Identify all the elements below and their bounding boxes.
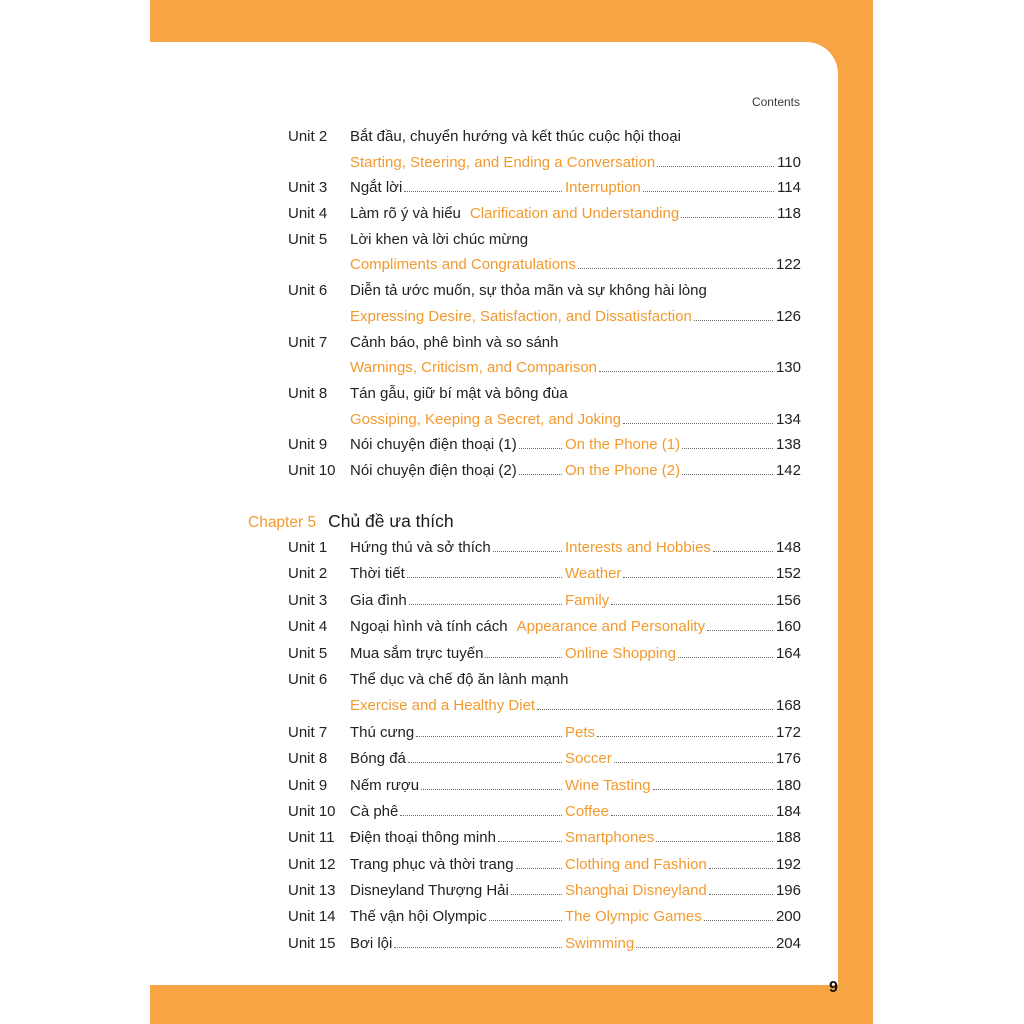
unit-label: Unit 9 [288,436,328,454]
chapter-heading [248,510,454,532]
english-title: Online Shopping [565,644,676,662]
vietnamese-title: Ngắt lời [350,179,403,197]
toc-entry [288,381,801,432]
dot-leader [709,894,773,895]
dot-leader [493,551,562,552]
unit-label: Unit 12 [288,855,336,873]
vietnamese-title: Thời tiết [350,565,405,583]
dot-leader [611,604,773,605]
toc-entry [288,773,801,799]
page-ref: 148 [775,539,801,556]
toc-entry [288,641,801,667]
vietnamese-title: Bắt đầu, chuyển hướng và kết thúc cuộc hội thoại [350,128,681,145]
vietnamese-title: Nói chuyện điện thoại (1) [350,436,517,454]
dot-leader [498,841,562,842]
dot-leader [408,762,562,763]
dot-leader [511,894,562,895]
dot-leader [578,268,773,269]
toc-entry [288,931,801,957]
vietnamese-title: Ngoại hình và tính cách [350,618,508,636]
toc-entry [288,667,801,720]
vietnamese-title: Nói chuyện điện thoại (2) [350,461,517,479]
dot-leader [485,657,562,658]
vietnamese-title: Lời khen và lời chúc mừng [350,230,529,248]
unit-label: Unit 13 [288,882,336,900]
dot-leader [713,551,773,552]
english-title: Appearance and Personality [516,618,706,636]
toc-entry [288,175,801,201]
vietnamese-title: Hứng thú và sở thích [350,539,491,556]
vietnamese-title: Cà phê [350,802,399,820]
english-title: Shanghai Disneyland [565,882,707,900]
english-title: Family [565,591,610,609]
dot-leader [656,841,773,842]
dot-leader [614,762,773,763]
unit-label: Unit 6 [288,670,328,688]
vietnamese-title: Bơi lội [350,934,393,952]
page-ref: 110 [777,153,801,171]
page-ref: 142 [775,461,801,479]
page-ref: 176 [775,750,801,768]
toc-entry [288,878,801,904]
english-title: Gossiping, Keeping a Secret, and Joking [350,410,622,428]
vietnamese-title: Thú cưng [350,723,415,741]
page-ref: 180 [775,776,801,794]
english-title: Soccer [565,750,612,768]
vietnamese-title: Làm rõ ý và hiểu [350,205,461,223]
toc-entry [288,720,801,746]
vietnamese-title: Thể dục và chế độ ăn lành mạnh [350,670,569,688]
vietnamese-title: Diễn tả ước muốn, sự thỏa mãn và sự không hài lòng [350,282,707,300]
page-number: 9 [829,979,838,996]
toc-entry [288,825,801,851]
unit-label: Unit 2 [288,565,328,583]
vietnamese-title: Mua sắm trực tuyến [350,644,484,662]
dot-leader [657,166,774,167]
dot-leader [409,604,562,605]
dot-leader [394,947,562,948]
dot-leader [636,947,773,948]
page-ref: 200 [775,908,801,926]
unit-label: Unit 6 [288,282,328,300]
vietnamese-title: Trang phục và thời trang [350,855,514,873]
unit-label: Unit 1 [288,539,328,556]
unit-label: Unit 8 [288,384,328,402]
toc-entry [288,904,801,930]
page-ref: 160 [775,618,801,636]
page-ref: 192 [775,855,801,873]
page-ref: 188 [775,829,801,847]
vietnamese-title: Bóng đá [350,750,406,768]
toc-entry [288,535,801,561]
toc-entry [288,201,801,227]
page-ref: 126 [775,307,801,325]
dot-leader [404,191,562,192]
toc-entry [288,458,801,484]
dot-leader [597,736,773,737]
dot-leader [623,577,773,578]
dot-leader [421,789,562,790]
dot-leader [416,736,562,737]
dot-leader [537,709,773,710]
unit-label: Unit 15 [288,934,336,952]
unit-label: Unit 3 [288,179,328,197]
vietnamese-title: Nếm rượu [350,776,420,794]
english-title: Interruption [565,179,641,197]
toc-entry [288,124,801,175]
english-title: Exercise and a Healthy Diet [350,697,536,715]
dot-leader [682,474,773,475]
page-ref: 172 [775,723,801,741]
page-ref: 164 [775,644,801,662]
english-title: Clothing and Fashion [565,855,707,873]
toc-entry [288,614,801,640]
vietnamese-title: Gia đình [350,591,407,609]
vietnamese-title: Tán gẫu, giữ bí mật và bông đùa [350,384,568,402]
english-title: On the Phone (2) [565,461,681,479]
toc-entry [288,278,801,329]
page-ref: 204 [775,934,801,952]
page-ref: 168 [775,697,801,715]
page-ref: 138 [775,436,801,454]
toc-chapter5-list [288,535,801,957]
chapter-number: Chapter 5 [248,514,317,531]
unit-label: Unit 5 [288,230,328,248]
unit-label: Unit 10 [288,802,336,820]
dot-leader [681,217,774,218]
toc-entry [288,588,801,614]
toc-entry [288,432,801,458]
dot-leader [599,371,773,372]
english-title: Expressing Desire, Satisfaction, and Dissatisfaction [350,307,692,325]
toc-entry [288,561,801,587]
english-title: Compliments and Congratulations [350,256,576,274]
page-ref: 184 [775,802,801,820]
unit-label: Unit 11 [288,829,335,847]
english-title: The Olympic Games [565,908,702,926]
dot-leader [519,474,562,475]
toc-entry [288,852,801,878]
toc-chapter4-list [288,124,801,484]
english-title: On the Phone (1) [565,436,681,454]
english-title: Weather [565,565,622,583]
unit-label: Unit 7 [288,723,328,741]
running-header: Contents [751,95,800,109]
vietnamese-title: Điện thoại thông minh [350,829,496,847]
vietnamese-title: Thế vận hội Olympic [350,908,487,926]
page-ref: 130 [775,359,801,377]
dot-leader [489,920,562,921]
unit-label: Unit 2 [288,128,328,145]
dot-leader [694,320,773,321]
page-ref: 122 [775,256,801,274]
english-title: Coffee [565,802,609,820]
english-title: Interests and Hobbies [565,539,711,556]
english-title: Clarification and Understanding [469,205,680,223]
unit-label: Unit 4 [288,618,328,636]
vietnamese-title: Cảnh báo, phê bình và so sánh [350,333,559,351]
dot-leader [611,815,773,816]
dot-leader [682,448,773,449]
page-ref: 196 [775,882,801,900]
dot-leader [709,868,773,869]
dot-leader [653,789,773,790]
unit-label: Unit 4 [288,205,328,223]
page-ref: 114 [777,179,801,197]
dot-leader [704,920,773,921]
unit-label: Unit 5 [288,644,328,662]
dot-leader [519,448,562,449]
dot-leader [516,868,562,869]
vietnamese-title: Disneyland Thượng Hải [350,882,509,900]
page-ref: 134 [775,410,801,428]
page-ref: 118 [777,205,801,223]
unit-label: Unit 14 [288,908,336,926]
dot-leader [407,577,562,578]
dot-leader [623,423,773,424]
dot-leader [707,630,773,631]
english-title: Smartphones [565,829,655,847]
unit-label: Unit 3 [288,591,328,609]
unit-label: Unit 8 [288,750,328,768]
unit-label: Unit 10 [288,461,336,479]
english-title: Wine Tasting [565,776,651,794]
page-ref: 152 [775,565,801,583]
unit-label: Unit 9 [288,776,328,794]
dot-leader [400,815,562,816]
toc-entry [288,799,801,825]
toc-entry [288,330,801,381]
english-title: Pets [565,723,596,741]
dot-leader [678,657,773,658]
english-title: Swimming [565,934,635,952]
unit-label: Unit 7 [288,333,328,351]
chapter-title: Chủ đề ưa thích [328,511,454,531]
toc-entry [288,227,801,278]
dot-leader [643,191,774,192]
page-ref: 156 [775,591,801,609]
toc-entry [288,746,801,772]
english-title: Warnings, Criticism, and Comparison [350,359,598,377]
english-title: Starting, Steering, and Ending a Conversation [350,153,656,171]
